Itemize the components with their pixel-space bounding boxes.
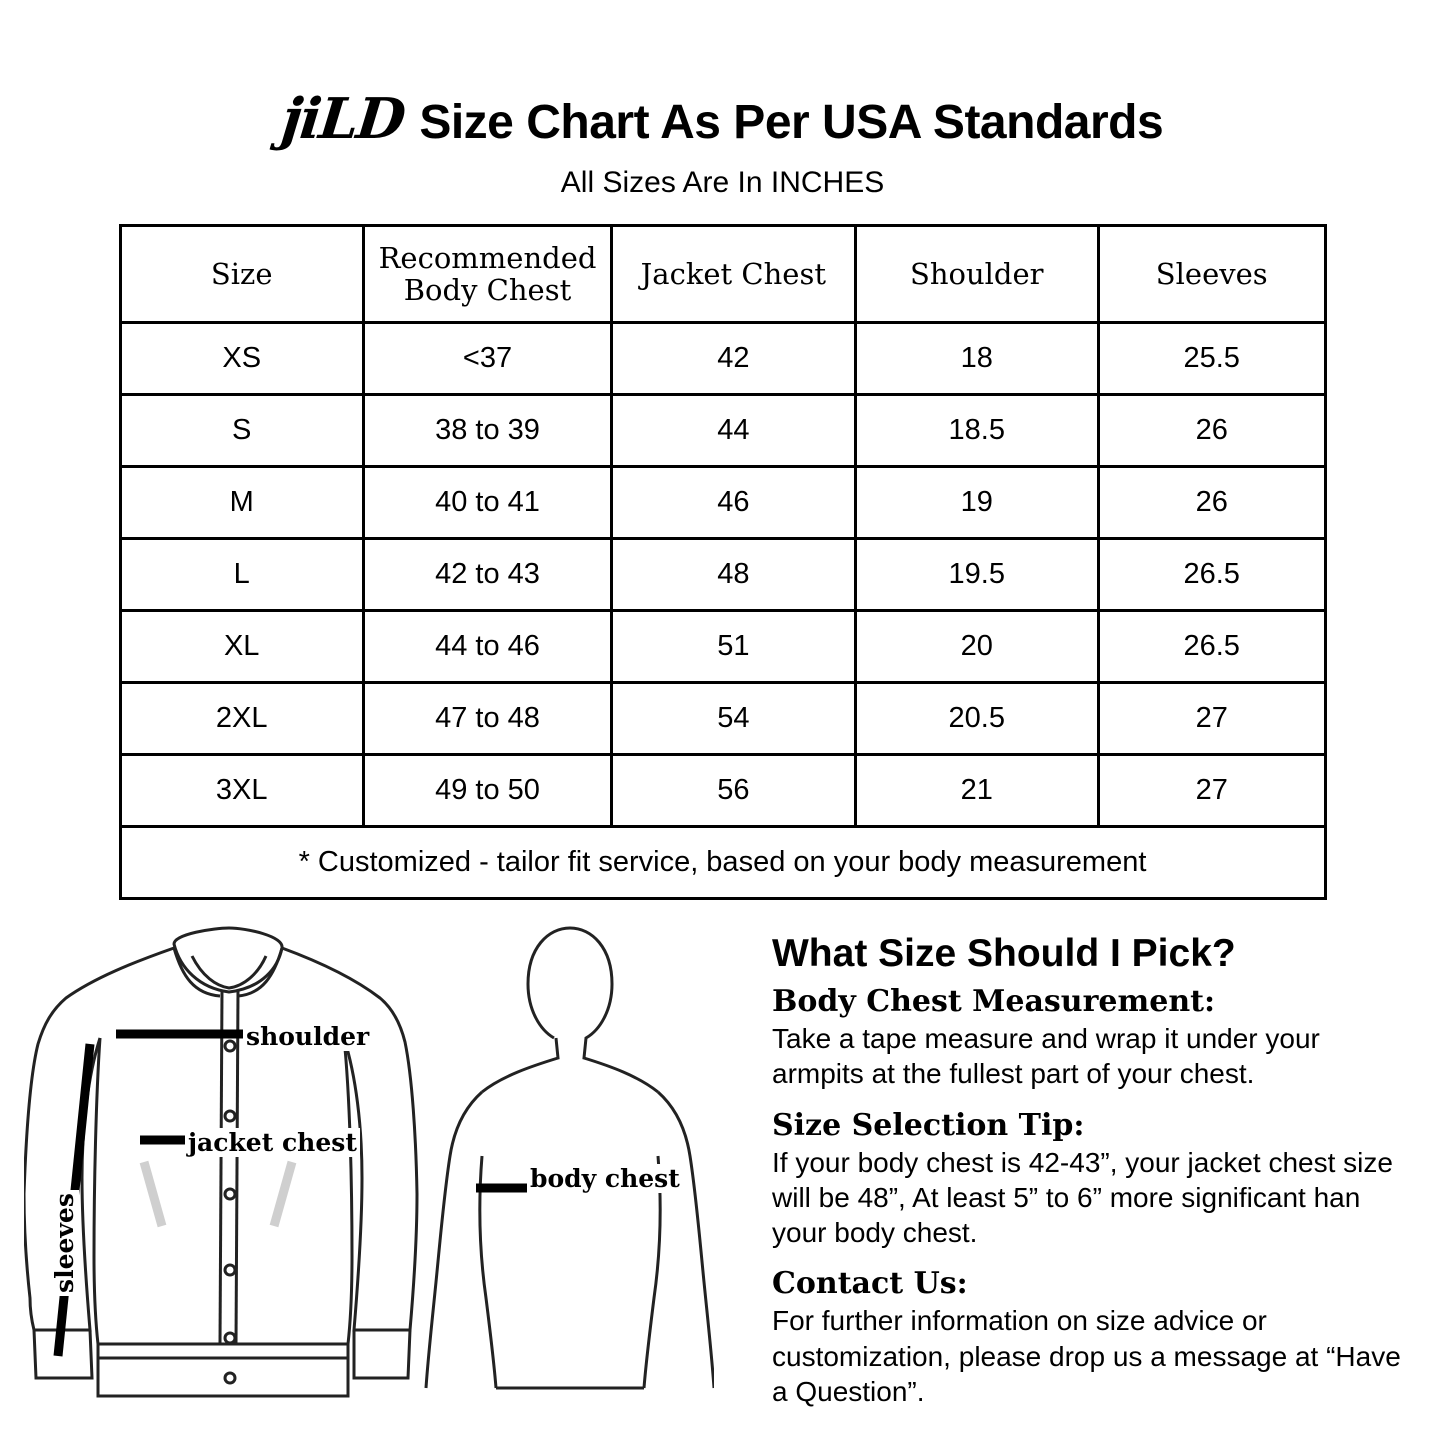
label-body-chest: body chest	[527, 1164, 683, 1193]
cell-size: 2XL	[120, 683, 363, 755]
info-heading: What Size Should I Pick?	[772, 932, 1236, 975]
cell-body-chest: 40 to 41	[363, 467, 611, 539]
table-row	[120, 323, 1325, 395]
cell-shoulder: 21	[855, 755, 1098, 827]
cell-size: S	[120, 395, 363, 467]
table-body	[120, 323, 1325, 899]
table-row	[120, 611, 1325, 683]
col-header-jacket-chest-line1: Jacket Chest	[640, 256, 826, 291]
cell-jacket-chest: 44	[612, 395, 855, 467]
page-header	[0, 0, 1445, 200]
cell-jacket-chest: 54	[612, 683, 855, 755]
label-sleeves: sleeves	[50, 1190, 79, 1296]
cell-sleeves: 26	[1098, 467, 1325, 539]
brand-logo: jiLD	[278, 86, 407, 152]
cell-body-chest: 47 to 48	[363, 683, 611, 755]
label-shoulder: shoulder	[243, 1022, 372, 1051]
cell-size: M	[120, 467, 363, 539]
table-row	[120, 395, 1325, 467]
col-header-body-chest-line2: Body Chest	[403, 273, 572, 307]
cell-size: XL	[120, 611, 363, 683]
cell-body-chest: 44 to 46	[363, 611, 611, 683]
cell-sleeves: 25.5	[1098, 323, 1325, 395]
cell-shoulder: 18	[855, 323, 1098, 395]
cell-size: L	[120, 539, 363, 611]
table-footnote-row	[120, 827, 1325, 899]
cell-body-chest: 42 to 43	[363, 539, 611, 611]
col-header-shoulder-line1: Shoulder	[909, 256, 1044, 291]
info-section-title-body-chest: Body Chest Measurement:	[772, 984, 1216, 1019]
col-header-body-chest-line1: Recommended	[378, 240, 597, 275]
illustrations	[24, 926, 754, 1446]
page-subtitle: All Sizes Are In INCHES	[560, 166, 885, 199]
info-section-body-body-chest: Take a tape measure and wrap it under your armpits at the fullest part of your chest.	[772, 1023, 1320, 1090]
cell-shoulder: 19	[855, 467, 1098, 539]
title-line	[0, 86, 1445, 152]
cell-shoulder: 19.5	[855, 539, 1098, 611]
size-table-wrap	[119, 224, 1327, 900]
col-header-shoulder	[855, 226, 1098, 323]
cell-jacket-chest: 46	[612, 467, 855, 539]
cell-shoulder: 20	[855, 611, 1098, 683]
info-panel	[754, 926, 1409, 1446]
size-table	[119, 224, 1327, 900]
cell-body-chest: <37	[363, 323, 611, 395]
col-header-body-chest	[363, 226, 611, 323]
info-section-title-contact: Contact Us:	[772, 1266, 968, 1302]
cell-jacket-chest: 42	[612, 323, 855, 395]
table-footnote: * Customized - tailor fit service, based on your body measurement	[120, 827, 1325, 899]
measurement-lines	[58, 1034, 354, 1356]
cell-size: 3XL	[120, 755, 363, 827]
info-section-body-contact: For further information on size advice or customization, please drop us a message at “Have a Question”.	[772, 1305, 1401, 1407]
cell-body-chest: 38 to 39	[363, 395, 611, 467]
cell-sleeves: 27	[1098, 755, 1325, 827]
cell-sleeves: 26.5	[1098, 539, 1325, 611]
cell-shoulder: 18.5	[855, 395, 1098, 467]
jacket-illustration	[24, 926, 424, 1446]
page-title: Size Chart As Per USA Standards	[419, 96, 1164, 149]
label-jacket-chest: jacket chest	[185, 1128, 360, 1157]
bottom-section	[0, 926, 1445, 1446]
col-header-size	[120, 226, 363, 323]
table-head	[120, 226, 1325, 323]
table-header-row	[120, 226, 1325, 323]
col-header-size-line1: Size	[210, 256, 273, 291]
cell-jacket-chest: 48	[612, 539, 855, 611]
col-header-jacket-chest	[612, 226, 855, 323]
cell-body-chest: 49 to 50	[363, 755, 611, 827]
cell-sleeves: 26	[1098, 395, 1325, 467]
info-section-body-size-tip: If your body chest is 42-43”, your jacket chest size will be 48”, At least 5” to 6” more significant han your body chest.	[772, 1146, 1393, 1249]
cell-sleeves: 27	[1098, 683, 1325, 755]
table-row	[120, 539, 1325, 611]
info-section-title-size-tip: Size Selection Tip:	[772, 1107, 1085, 1143]
col-header-sleeves	[1098, 226, 1325, 323]
cell-size: XS	[120, 323, 363, 395]
cell-sleeves: 26.5	[1098, 611, 1325, 683]
cell-shoulder: 20.5	[855, 683, 1098, 755]
table-row	[120, 755, 1325, 827]
cell-jacket-chest: 51	[612, 611, 855, 683]
table-row	[120, 683, 1325, 755]
cell-jacket-chest: 56	[612, 755, 855, 827]
col-header-sleeves-line1: Sleeves	[1155, 256, 1268, 291]
table-row	[120, 467, 1325, 539]
